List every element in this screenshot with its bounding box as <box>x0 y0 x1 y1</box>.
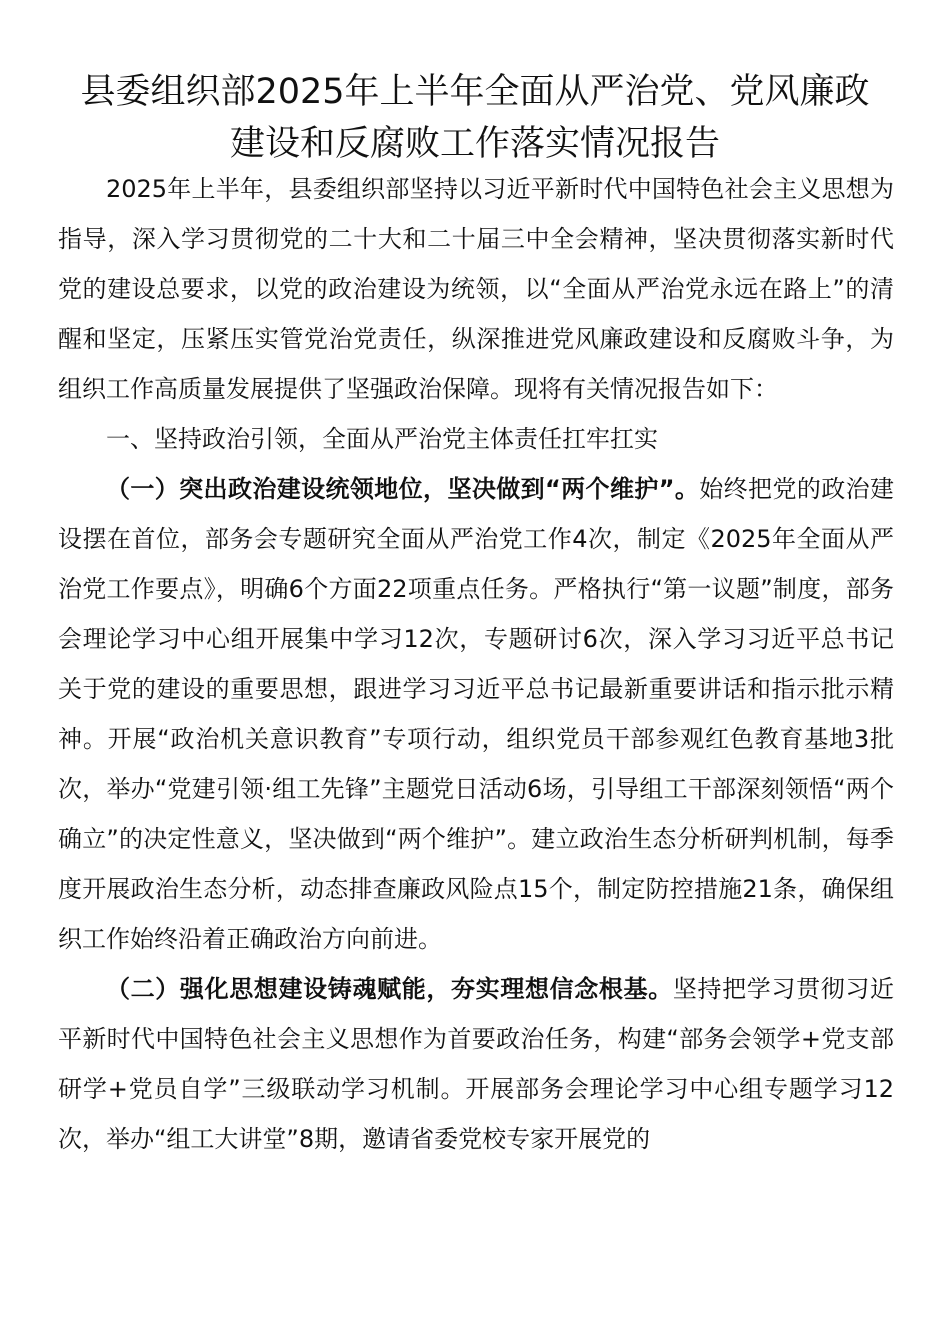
subsection-1-lead: （一）突出政治建设统领地位，坚决做到“两个维护”。 <box>106 475 700 503</box>
subsection-2-paragraph <box>58 964 894 1164</box>
intro-paragraph: 2025年上半年，县委组织部坚持以习近平新时代中国特色社会主义思想为指导，深入学习贯彻党的二十大和二十届三中全会精神，坚决贯彻落实新时代党的建设总要求，以党的政治建设为统领，以“全面从严治党永远在路上”的清醒和坚定，压紧压实管党治党责任，纵深推进党风廉政建设和反腐败斗争，为组织工作高质量发展提供了坚强政治保障。现将有关情况报告如下： <box>58 175 894 403</box>
section-heading: 一、坚持政治引领，全面从严治党主体责任扛牢扛实 <box>106 425 658 453</box>
title-line-1: 县委组织部2025年上半年全面从严治党、党风廉政 <box>80 72 870 112</box>
title-line-2: 建设和反腐败工作落实情况报告 <box>229 124 720 164</box>
document-title <box>40 66 910 170</box>
subsection-2-body: 坚持把学习贯彻习近平新时代中国特色社会主义思想作为首要政治任务，构建“部务会领学+党支部研学+党员自学”三级联动学习机制。开展部务会理论学习中心组专题学习12次，举办“组工大讲堂”8期，邀请省委党校专家开展党的 <box>58 975 895 1153</box>
subsection-2-lead: （二）强化思想建设铸魂赋能，夯实理想信念根基。 <box>106 975 673 1003</box>
subsection-1-body: 始终把党的政治建设摆在首位，部务会专题研究全面从严治党工作4次，制定《2025年全面从严治党工作要点》，明确6个方面22项重点任务。严格执行“第一议题”制度，部务会理论学习中心组开展集中学习12次，专题研讨6次，深入学习习近平总书记关于党的建设的重要思想，跟进学习习近平总书记最新重要讲话和指示批示精神。开展“政治机关意识教育”专项行动，组织党员干部参观红色教育基地3批次，举办“党建引领·组工先锋”主题党日活动6场，引导组工干部深刻领悟“两个确立”的决定性意义，坚决做到“两个维护”。建立政治生态分析研判机制，每季度开展政治生态分析，动态排查廉政风险点15个，制定防控措施21条，确保组织工作始终沿着正确政治方向前进。 <box>58 475 895 953</box>
document-body <box>58 164 894 1164</box>
subsection-1-paragraph <box>58 464 894 964</box>
